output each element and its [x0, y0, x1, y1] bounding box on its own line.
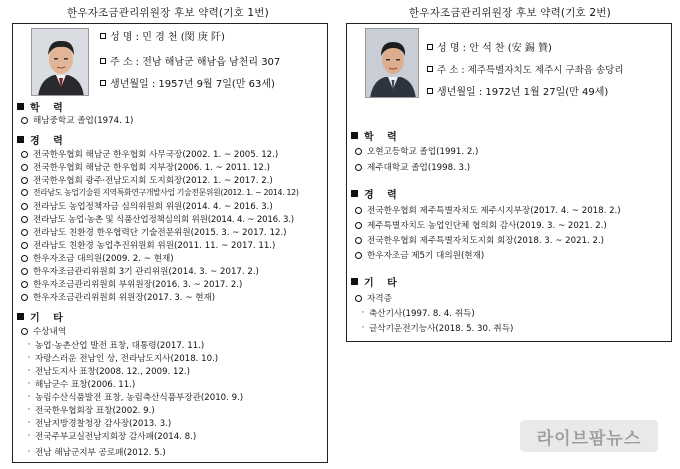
- list-item: 한우자조금관리위원회 부위원장(2016. 3. ~ 2017. 2.): [21, 278, 242, 290]
- circle-bullet-icon: [21, 229, 28, 236]
- list-item: 전국한우협회 해남군 한우협회 사무국장(2002. 1. ~ 2005. 12.): [21, 148, 278, 160]
- list-item: 제주특별자치도 농업인단체 협의회 감사(2019. 3. ~ 2021. 2.): [355, 219, 607, 231]
- checkbox-square-icon: [427, 44, 433, 50]
- candidate1-education-heading: 학 력: [17, 99, 68, 114]
- circle-bullet-icon: [355, 237, 362, 244]
- section-bullet-icon: [17, 103, 24, 110]
- circle-bullet-icon: [355, 222, 362, 229]
- circle-bullet-icon: [21, 164, 28, 171]
- list-item: 자격증: [355, 292, 392, 304]
- circle-bullet-icon: [21, 255, 28, 262]
- candidate2-etc-heading: 기 타: [351, 274, 402, 289]
- list-item: · 해남군수 표창(2006. 11.): [27, 379, 136, 390]
- list-item: 해남중학교 졸업(1974. 1): [21, 114, 133, 126]
- list-item: · 글삭기운전기능사(2018. 5. 30. 취득): [361, 323, 514, 334]
- candidate2-etc-card: [346, 270, 672, 342]
- watermark-logo: 라이브팜뉴스: [520, 420, 658, 452]
- list-item: 전국한우협회 광주·전남도지회 도지회장(2012. 1. ~ 2017. 2.): [21, 174, 273, 186]
- circle-bullet-icon: [21, 151, 28, 158]
- checkbox-square-icon: [100, 33, 106, 39]
- list-item: · 전남 해남군지부 공로패(2012. 5.): [27, 447, 166, 458]
- candidate1-birth: 생년월일 : 1957년 9월 7일(만 63세): [100, 75, 275, 90]
- list-item: 전국한우협회 해남군 한우협회 지부장(2006. 1. ~ 2011. 12.): [21, 161, 270, 173]
- checkbox-square-icon: [100, 80, 106, 86]
- section-bullet-icon: [17, 313, 24, 320]
- candidate2-card: [346, 23, 672, 271]
- list-item: · 전남도지사 표창(2008. 12., 2009. 12.): [27, 366, 191, 377]
- circle-bullet-icon: [21, 328, 28, 335]
- list-item: · 자랑스러운 전남인 상, 전라남도지사(2018. 10.): [27, 353, 219, 364]
- list-item: · 전남지방경찰청장 감사장(2013. 3.): [27, 418, 172, 429]
- circle-bullet-icon: [355, 164, 362, 171]
- list-item: 전라남도 친환경 농업추진위원회 위원(2011. 11. ~ 2017. 11.): [21, 239, 275, 251]
- candidate2-title: 한우자조금관리위원장 후보 약력(기호 2번): [409, 7, 611, 19]
- list-item: 전라남도 농업정책자금 심의위원회 위원(2014. 4. ~ 2016. 3.): [21, 200, 273, 212]
- list-item: 전국한우협회 제주특별자치도지회 회장(2018. 3. ~ 2021. 2.): [355, 234, 604, 246]
- candidate2-address: 주 소 : 제주특별자치도 제주시 구좌읍 송당리: [427, 62, 624, 76]
- list-item: · 농림수산식품발전 표창, 농림축산식품부장관(2010. 9.): [27, 392, 244, 403]
- list-item: 한우자조금 제5기 대의원(현재): [355, 249, 484, 261]
- list-item: · 전국주부교실전남지회장 감사패(2014. 8.): [27, 431, 197, 442]
- section-bullet-icon: [351, 132, 358, 139]
- list-item: 전라남도 친환경 한우협력단 기술전문위원(2015. 3. ~ 2017. 12.): [21, 226, 287, 238]
- candidate2-name: 성 명 : 안 석 찬 (安 錫 贊): [427, 39, 552, 54]
- checkbox-square-icon: [427, 66, 433, 72]
- portrait-image: [32, 29, 89, 96]
- candidate2-career-heading: 경 력: [351, 186, 402, 201]
- section-bullet-icon: [17, 136, 24, 143]
- circle-bullet-icon: [21, 294, 28, 301]
- circle-bullet-icon: [21, 268, 28, 275]
- list-item: · 전국한우협회장 표창(2002. 9.): [27, 405, 155, 416]
- list-item: 한우자조금관리위원회 위원장(2017. 3. ~ 현재): [21, 291, 215, 303]
- candidate1-etc-heading: 기 타: [17, 309, 68, 324]
- circle-bullet-icon: [21, 203, 28, 210]
- circle-bullet-icon: [21, 242, 28, 249]
- checkbox-square-icon: [100, 58, 106, 64]
- list-item: 전라남도 농업·농촌 및 식품산업정책심의회 위원(2014. 4. ~ 2016. 3.): [21, 213, 294, 225]
- list-item: 수상내역: [21, 325, 66, 337]
- section-bullet-icon: [351, 190, 358, 197]
- portrait-image: [366, 29, 419, 98]
- list-item: 전국한우협회 제주특별자치도 제주시지부장(2017. 4. ~ 2018. 2.): [355, 204, 621, 216]
- checkbox-square-icon: [427, 88, 433, 94]
- candidate1-card: [12, 23, 328, 463]
- list-item: 전라남도 농업기술원 지역특화연구개발사업 기술전문위원(2012. 1. ~ 2014. 12): [21, 187, 299, 198]
- candidate1-title: 한우자조금관리위원장 후보 약력(기호 1번): [67, 7, 269, 19]
- circle-bullet-icon: [21, 281, 28, 288]
- circle-bullet-icon: [355, 252, 362, 259]
- candidate1-address: 주 소 : 전남 해남군 해남읍 남천리 307: [100, 53, 280, 68]
- list-item: · 농업·농촌산업 발전 표창, 대통령(2017. 11.): [27, 340, 205, 351]
- candidate2-education-heading: 학 력: [351, 128, 402, 143]
- circle-bullet-icon: [21, 189, 28, 196]
- candidate1-career-heading: 경 력: [17, 132, 68, 147]
- circle-bullet-icon: [355, 148, 362, 155]
- candidate1-photo: [31, 28, 89, 96]
- circle-bullet-icon: [21, 216, 28, 223]
- candidate1-name: 성 명 : 민 경 천 (閔 庚 阡): [100, 28, 225, 43]
- list-item: 한우자조금관리위원회 3기 관리위원(2014. 3. ~ 2017. 2.): [21, 265, 259, 277]
- list-item: 오현고등학교 졸업(1991. 2.): [355, 145, 478, 157]
- section-bullet-icon: [351, 278, 358, 285]
- list-item: · 축산기사(1997. 8. 4. 취득): [361, 308, 475, 319]
- circle-bullet-icon: [355, 295, 362, 302]
- circle-bullet-icon: [355, 207, 362, 214]
- candidate2-birth: 생년월일 : 1972년 1월 27일(만 49세): [427, 83, 608, 98]
- list-item: 제주대학교 졸업(1998. 3.): [355, 161, 470, 173]
- list-item: 한우자조금 대의원(2009. 2. ~ 현재): [21, 252, 174, 264]
- candidate2-photo: [365, 28, 419, 98]
- circle-bullet-icon: [21, 177, 28, 184]
- circle-bullet-icon: [21, 117, 28, 124]
